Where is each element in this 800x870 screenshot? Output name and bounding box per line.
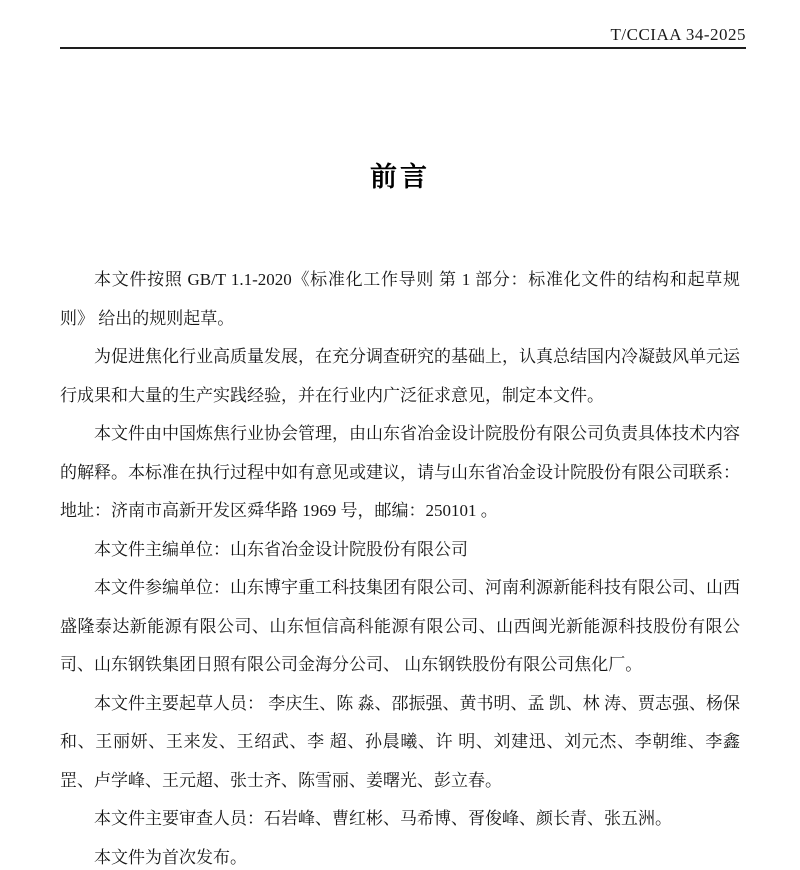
paragraph-drafting-rules: 本文件按照 GB/T 1.1-2020《标准化工作导则 第 1 部分：标准化文件的结构和起草规则》 给出的规则起草。 <box>60 270 740 328</box>
paragraph-management-contact: 本文件由中国炼焦行业协会管理，由山东省冶金设计院股份有限公司负责具体技术内容的解释。本标准在执行过程中如有意见或建议，请与山东省冶金设计院股份有限公司联系：地址：济南市高新开发区舜华路 1969 号，邮编：250101 。 <box>60 424 740 520</box>
paragraph-chief-editor-unit: 本文件主编单位：山东省冶金设计院股份有限公司 <box>94 539 468 559</box>
header-rule <box>60 47 746 49</box>
paragraph-purpose: 为促进焦化行业高质量发展，在充分调查研究的基础上，认真总结国内冷凝鼓风单元运行成果和大量的生产实践经验，并在行业内广泛征求意见，制定本文件。 <box>60 347 740 405</box>
page-title: 前言 <box>370 162 430 192</box>
paragraph-first-release: 本文件为首次发布。 <box>94 847 247 867</box>
paragraph-participating-units: 本文件参编单位：山东博宇重工科技集团有限公司、河南利源新能科技有限公司、山西盛隆泰达新能源有限公司、山东恒信高科能源有限公司、山西闽光新能源科技股份有限公司、山东钢铁集团日照有限公司金海分公司、 山东钢铁股份有限公司焦化厂。 <box>60 578 740 674</box>
document-body <box>60 261 740 870</box>
page-header <box>60 25 746 45</box>
standard-number: T/CCIAA 34-2025 <box>610 25 746 44</box>
paragraph-drafters: 本文件主要起草人员： 李庆生、陈 淼、邵振强、黄书明、孟 凯、林 涛、贾志强、杨保和、王丽妍、王来发、王绍武、李 超、孙晨曦、许 明、刘建迅、刘元杰、李朝维、李鑫罡、卢学峰、王元超、张士齐、陈雪丽、姜曙光、彭立春。 <box>60 693 740 790</box>
paragraph-reviewers: 本文件主要审查人员：石岩峰、曹红彬、马希博、胥俊峰、颜长青、张五洲。 <box>94 809 672 828</box>
